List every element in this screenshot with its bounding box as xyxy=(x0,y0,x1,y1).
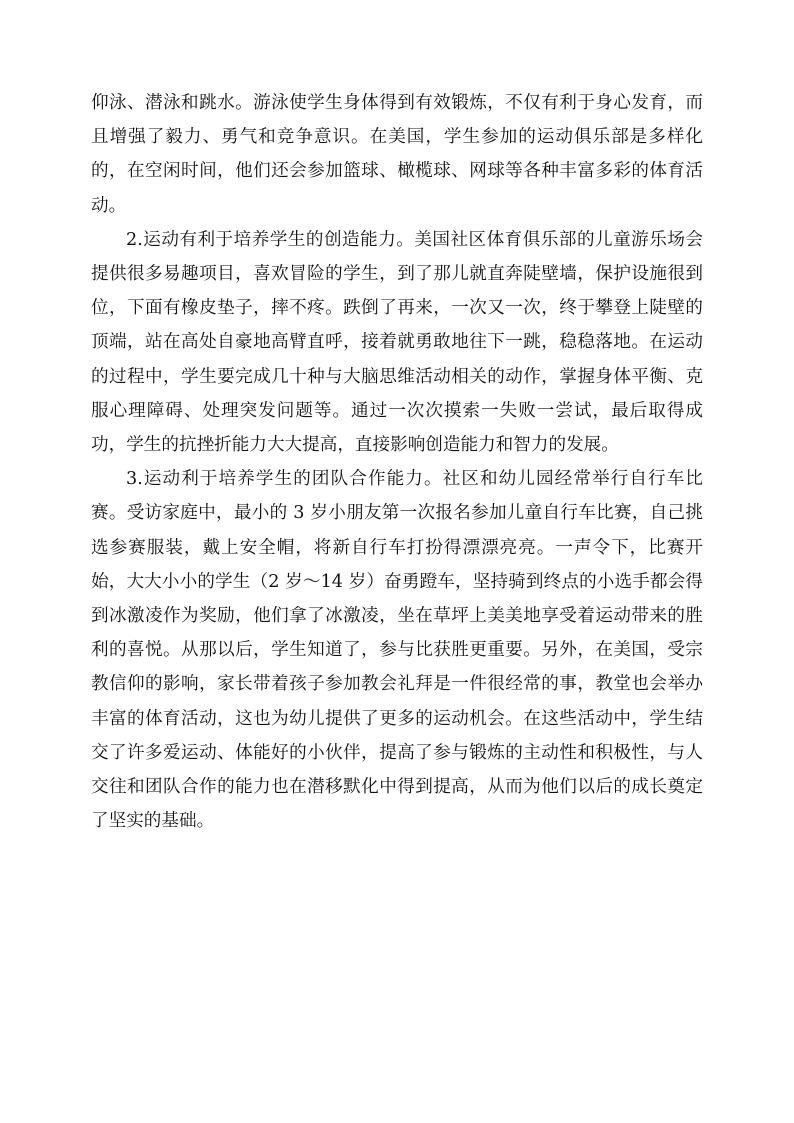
paragraph-creativity: 2.运动有利于培养学生的创造能力。美国社区体育俱乐部的儿童游乐场会提供很多易趣项目，喜欢冒险的学生，到了那儿就直奔陡壁墙，保护设施很到位，下面有橡皮垫子，摔不疼。跌倒了再来，一次又一次，终于攀登上陡壁的顶端，站在高处自豪地高臂直呼，接着就勇敢地往下一跳，稳稳落地。在运动的过程中，学生要完成几十种与大脑思维活动相关的动作，掌握身体平衡、克服心理障碍、处理突发问题等。通过一次次摸索一失败一尝试，最后取得成功，学生的抗挫折能力大大提高，直接影响创造能力和智力的发展。 xyxy=(91,229,703,456)
paragraph-swimming-continuation: 仰泳、潜泳和跳水。游泳使学生身体得到有效锻炼，不仅有利于身心发育，而且增强了毅力、勇气和竞争意识。在美国，学生参加的运动俱乐部是多样化的，在空闲时间，他们还会参加篮球、橄榄球、网球等各种丰富多彩的体育活动。 xyxy=(91,93,703,216)
document-body xyxy=(91,86,703,838)
paragraph-teamwork: 3.运动利于培养学生的团队合作能力。社区和幼儿园经常举行自行车比赛。受访家庭中，最小的 3 岁小朋友第一次报名参加儿童自行车比赛，自己挑选参赛服装，戴上安全帽，将新自行车打扮得漂漂亮亮。一声令下，比赛开始，大大小小的学生（2 岁～14 岁）奋勇蹬车，坚持骑到终点的小选手都会得到冰激凌作为奖励，他们拿了冰激凌，坐在草坪上美美地享受着运动带来的胜利的喜悦。从那以后，学生知道了，参与比获胜更重要。另外，在美国，受宗教信仰的影响，家长带着孩子参加教会礼拜是一件很经常的事，教堂也会举办丰富的体育活动，这也为幼儿提供了更多的运动机会。在这些活动中，学生结交了许多爱运动、体能好的小伙伴，提高了参与锻炼的主动性和积极性，与人交往和团队合作的能力也在潜移默化中得到提高，从而为他们以后的成长奠定了坚实的基础。 xyxy=(91,469,703,832)
